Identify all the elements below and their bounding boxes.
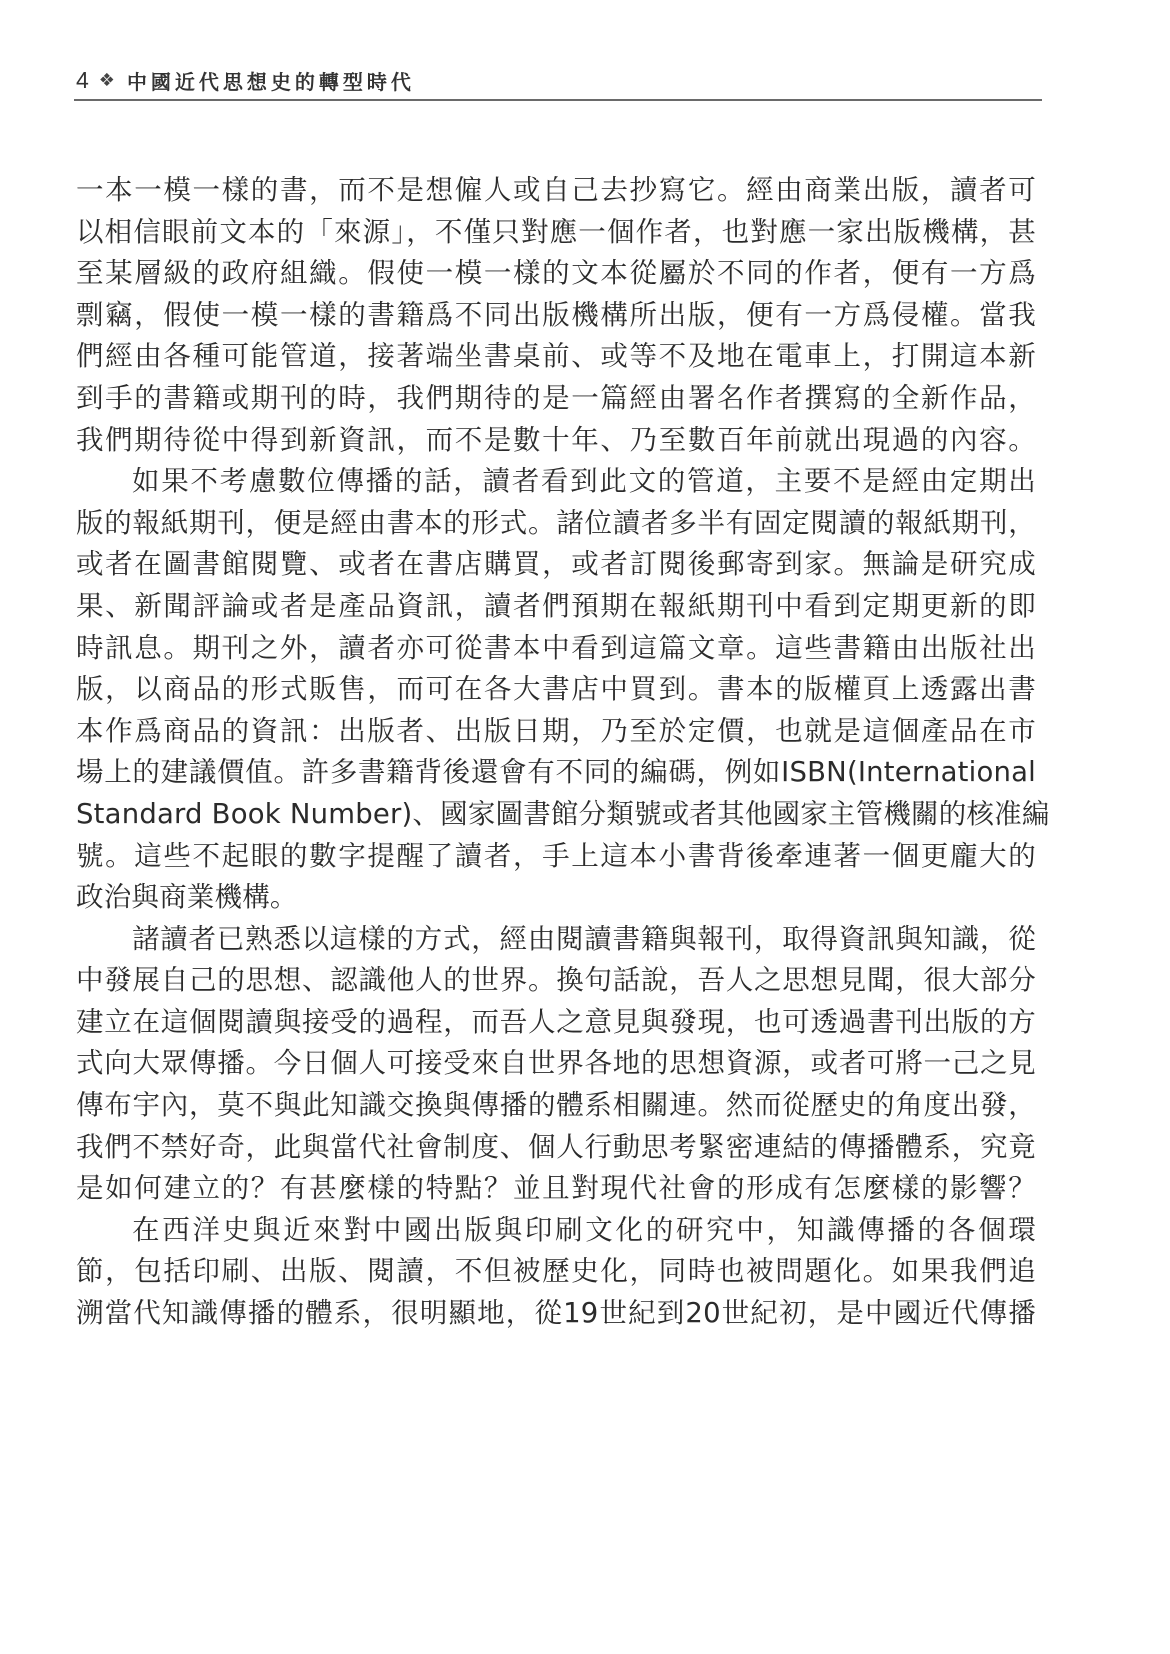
text-line: 在西洋史與近來對中國出版與印刷文化的研究中，知識傳播的各個環 <box>132 1213 1036 1246</box>
text-line: 至某層級的政府組織。假使一模一樣的文本從屬於不同的作者，便有一方爲 <box>76 257 1036 290</box>
text-line: 我們不禁好奇，此與當代社會制度、個人行動思考緊密連結的傳播體系，究竟 <box>76 1130 1036 1163</box>
text-line: 果、新聞評論或者是產品資訊，讀者們預期在報紙期刊中看到定期更新的即 <box>76 589 1036 622</box>
text-line: 或者在圖書館閱覽、或者在書店購買，或者訂閱後郵寄到家。無論是研究成 <box>76 548 1036 581</box>
text-line: 溯當代知識傳播的體系，很明顯地，從19世紀到20世紀初，是中國近代傳播 <box>76 1297 1036 1330</box>
text-line: 一本一模一樣的書，而不是想僱人或自己去抄寫它。經由商業出版，讀者可 <box>76 174 1036 206</box>
header-divider <box>74 99 1042 101</box>
text-line: 場上的建議價值。許多書籍背後還會有不同的編碼，例如ISBN(International <box>76 756 1036 789</box>
text-line: 我們期待從中得到新資訊，而不是數十年、乃至數百年前就出現過的內容。 <box>76 423 1036 456</box>
text-line: 節，包括印刷、出版、閱讀，不但被歷史化，同時也被問題化。如果我們追 <box>76 1255 1036 1288</box>
paragraph <box>76 1210 1036 1335</box>
paragraph <box>76 170 1036 461</box>
text-line: 以相信眼前文本的「來源」，不僅只對應一個作者，也對應一家出版機構，甚 <box>76 215 1036 248</box>
paragraph <box>76 919 1036 1210</box>
text-line: 版的報紙期刊，便是經由書本的形式。諸位讀者多半有固定閱讀的報紙期刊， <box>76 506 1036 539</box>
text-line: 剽竊，假使一模一樣的書籍爲不同出版機構所出版，便有一方爲侵權。當我 <box>76 298 1036 331</box>
text-line: 版，以商品的形式販售，而可在各大書店中買到。書本的版權頁上透露出書 <box>76 673 1036 706</box>
text-line: 到手的書籍或期刊的時，我們期待的是一篇經由署名作者撰寫的全新作品， <box>76 381 1036 414</box>
text-line: 本作爲商品的資訊：出版者、出版日期，乃至於定價，也就是這個產品在市 <box>76 714 1036 747</box>
text-line: 號。這些不起眼的數字提醒了讀者，手上這本小書背後牽連著一個更龐大的 <box>76 839 1036 872</box>
text-line: 如果不考慮數位傳播的話，讀者看到此文的管道，主要不是經由定期出 <box>132 465 1036 498</box>
body-text <box>76 170 1050 1335</box>
page-number: 4 <box>76 66 89 93</box>
text-line: 政治與商業機構。 <box>76 881 298 914</box>
text-line: 們經由各種可能管道，接著端坐書桌前、或等不及地在電車上，打開這本新 <box>76 340 1036 373</box>
text-line: Standard Book Number)、國家圖書館分類號或者其他國家主管機關的核准編 <box>76 797 1050 830</box>
book-title: 中國近代思想史的轉型時代 <box>126 69 415 94</box>
paragraph <box>76 461 1050 919</box>
running-header <box>76 62 1060 98</box>
text-line: 中發展自己的思想、認識他人的世界。換句話說，吾人之思想見聞，很大部分 <box>76 964 1036 997</box>
text-line: 時訊息。期刊之外，讀者亦可從書本中看到這篇文章。這些書籍由出版社出 <box>76 631 1036 664</box>
text-line: 是如何建立的？有甚麼樣的特點？並且對現代社會的形成有怎麼樣的影響？ <box>76 1172 1036 1205</box>
text-line: 諸讀者已熟悉以這樣的方式，經由閱讀書籍與報刊，取得資訊與知識，從 <box>132 922 1036 955</box>
text-line: 建立在這個閱讀與接受的過程，而吾人之意見與發現，也可透過書刊出版的方 <box>76 1005 1036 1038</box>
ornament-icon: ❖ <box>98 69 115 91</box>
text-line: 傳布宇內，莫不與此知識交換與傳播的體系相關連。然而從歷史的角度出發， <box>76 1089 1036 1122</box>
text-line: 式向大眾傳播。今日個人可接受來自世界各地的思想資源，或者可將一己之見 <box>76 1047 1036 1080</box>
